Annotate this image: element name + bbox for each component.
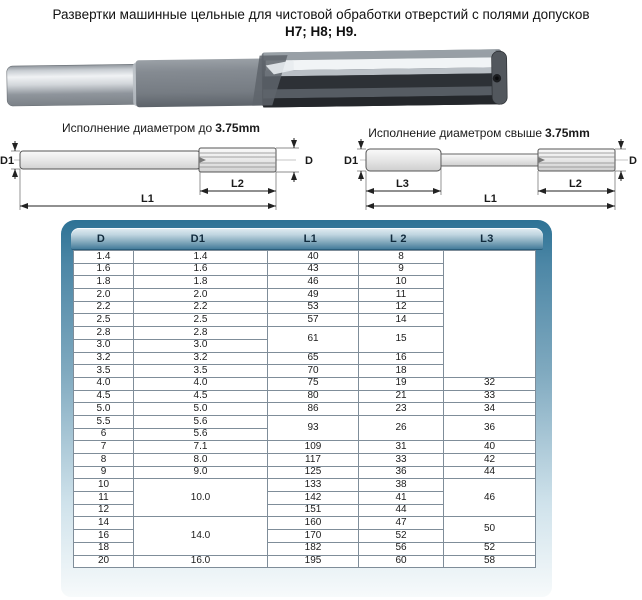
table-cell: 5.5: [74, 415, 134, 428]
table-cell: 1.4: [74, 251, 134, 264]
diagram-right-caption-value: 3.75mm: [545, 126, 590, 140]
table-cell: 58: [444, 555, 536, 568]
table-cell: 182: [268, 542, 359, 555]
table-cell: 36: [444, 415, 536, 440]
table-cell: 93: [268, 415, 359, 440]
dim-label-l1: L1: [141, 193, 154, 205]
table-cell: 18: [359, 365, 444, 378]
table-cell: 40: [444, 441, 536, 454]
table-row: [74, 390, 536, 403]
table-cell: 2.5: [74, 314, 134, 327]
table-cell: 33: [359, 454, 444, 467]
dimension-table-frame: [61, 220, 552, 597]
dim-label-l2: L2: [569, 178, 582, 190]
flute-outline: [538, 149, 615, 171]
table-cell: 21: [359, 390, 444, 403]
table-cell: 75: [268, 377, 359, 390]
table-cell: 14.0: [134, 517, 268, 555]
table-cell: 7: [74, 441, 134, 454]
dimension-table-body: [74, 251, 536, 568]
dim-label-l1: L1: [484, 193, 497, 205]
shank-outline: [366, 149, 441, 171]
table-cell: 41: [359, 492, 444, 505]
dim-label-d1: D1: [0, 155, 15, 167]
diagram-left-caption-text: Исполнение диаметром до: [62, 121, 213, 135]
table-row: [74, 466, 536, 479]
table-cell: 3.0: [134, 339, 268, 352]
table-cell: 26: [359, 415, 444, 440]
table-cell: 2.2: [74, 301, 134, 314]
table-cell: 10.0: [134, 479, 268, 517]
table-cell: 1.8: [74, 276, 134, 289]
column-header-d: D: [96, 233, 106, 245]
table-cell: 12: [74, 504, 134, 517]
table-cell: 15: [359, 327, 444, 352]
diagram-left-caption: [0, 121, 322, 135]
table-cell: 2.0: [134, 289, 268, 302]
dim-label-d: D: [629, 155, 637, 167]
table-cell: 3.5: [134, 365, 268, 378]
table-cell: 2.8: [74, 327, 134, 340]
table-cell: 65: [268, 352, 359, 365]
table-cell: 8.0: [134, 454, 268, 467]
table-row: [74, 415, 536, 428]
table-cell: 56: [359, 542, 444, 555]
table-cell: 3.2: [74, 352, 134, 365]
dim-label-d1: D1: [344, 155, 359, 167]
table-cell: 5.0: [134, 403, 268, 416]
dim-label-l2: L2: [231, 178, 244, 190]
table-cell: 50: [444, 517, 536, 542]
table-cell: 2.2: [134, 301, 268, 314]
table-cell: 33: [444, 390, 536, 403]
table-cell: 9: [359, 263, 444, 276]
table-cell: 47: [359, 517, 444, 530]
table-cell: 44: [359, 504, 444, 517]
table-cell: 38: [359, 479, 444, 492]
table-cell: 20: [74, 555, 134, 568]
table-cell: 4.0: [74, 377, 134, 390]
table-row: [74, 377, 536, 390]
table-cell: 160: [268, 517, 359, 530]
table-cell: 8: [359, 251, 444, 264]
table-cell: 109: [268, 441, 359, 454]
table-cell: 14: [359, 314, 444, 327]
table-cell: 5.6: [134, 415, 268, 428]
table-cell: 12: [359, 301, 444, 314]
table-cell: 2.5: [134, 314, 268, 327]
table-cell: 11: [74, 492, 134, 505]
table-cell: 1.6: [74, 263, 134, 276]
flute-outline: [199, 148, 276, 172]
table-cell: 14: [74, 517, 134, 530]
table-row: [74, 441, 536, 454]
table-row: [74, 555, 536, 568]
dim-label-d: D: [305, 155, 313, 167]
table-cell: 16: [74, 530, 134, 543]
table-cell: 10: [359, 276, 444, 289]
table-cell: 57: [268, 314, 359, 327]
table-cell: 31: [359, 441, 444, 454]
page-title: Развертки машинные цельные для чистовой обработки отверстий с полями допусков: [52, 7, 590, 22]
table-cell: 42: [444, 454, 536, 467]
table-row: [74, 479, 536, 492]
table-cell: 125: [268, 466, 359, 479]
table-cell: 1.8: [134, 276, 268, 289]
column-header-l1: L1: [303, 233, 318, 245]
reamer-photo: [4, 47, 516, 123]
table-cell: 133: [268, 479, 359, 492]
table-cell: 61: [268, 327, 359, 352]
shank-outline: [20, 151, 200, 169]
table-cell: 43: [268, 263, 359, 276]
table-cell: 10: [74, 479, 134, 492]
table-cell: 2.8: [134, 327, 268, 340]
table-cell: 151: [268, 504, 359, 517]
table-cell: 18: [74, 542, 134, 555]
table-cell: 60: [359, 555, 444, 568]
neck-outline: [441, 154, 538, 166]
table-cell: 46: [268, 276, 359, 289]
table-cell: 3.2: [134, 352, 268, 365]
table-cell: 142: [268, 492, 359, 505]
table-cell: 53: [268, 301, 359, 314]
table-cell: 16: [359, 352, 444, 365]
reamer-shape: [7, 49, 508, 111]
table-cell: 6: [74, 428, 134, 441]
table-cell: 195: [268, 555, 359, 568]
table-cell: 23: [359, 403, 444, 416]
table-cell: 86: [268, 403, 359, 416]
table-cell: 46: [444, 479, 536, 517]
table-row: [74, 454, 536, 467]
table-cell: 170: [268, 530, 359, 543]
table-cell: 52: [359, 530, 444, 543]
table-cell: 3.0: [74, 339, 134, 352]
table-cell: 70: [268, 365, 359, 378]
table-cell: 16.0: [134, 555, 268, 568]
table-cell: 11: [359, 289, 444, 302]
dim-label-l3: L3: [396, 178, 409, 190]
table-cell: 36: [359, 466, 444, 479]
column-header-d1: D1: [190, 233, 206, 245]
table-cell: 3.5: [74, 365, 134, 378]
table-cell: 80: [268, 390, 359, 403]
table-cell: 4.5: [134, 390, 268, 403]
table-cell: 52: [444, 542, 536, 555]
table-cell: 1.6: [134, 263, 268, 276]
table-header-bar: [71, 228, 543, 250]
table-cell: 7.1: [134, 441, 268, 454]
diagram-left-caption-value: 3.75mm: [215, 121, 260, 135]
table-cell: 32: [444, 377, 536, 390]
table-cell: 9.0: [134, 466, 268, 479]
table-cell: 9: [74, 466, 134, 479]
table-cell: 5.0: [74, 403, 134, 416]
table-cell: 44: [444, 466, 536, 479]
column-header-l2: L 2: [390, 233, 407, 245]
table-cell: 19: [359, 377, 444, 390]
table-cell: 34: [444, 403, 536, 416]
table-cell: 49: [268, 289, 359, 302]
table-cell: 2.0: [74, 289, 134, 302]
table-cell: 40: [268, 251, 359, 264]
table-cell: 117: [268, 454, 359, 467]
table-cell: 4.0: [134, 377, 268, 390]
diagram-left: [0, 138, 320, 218]
table-row: [74, 251, 536, 264]
table-cell: 1.4: [134, 251, 268, 264]
diagram-right-caption-text: Исполнение диаметром свыше: [368, 126, 543, 140]
table-cell: 4.5: [74, 390, 134, 403]
table-row: [74, 403, 536, 416]
column-header-l3: L3: [480, 233, 494, 245]
diagram-right: [320, 138, 642, 218]
dimension-table: [73, 250, 536, 568]
table-cell: 5.6: [134, 428, 268, 441]
table-cell: 8: [74, 454, 134, 467]
table-row: [74, 517, 536, 530]
table-cell: [444, 251, 536, 378]
page-title-tolerances: Н7; Н8; Н9.: [284, 24, 357, 39]
